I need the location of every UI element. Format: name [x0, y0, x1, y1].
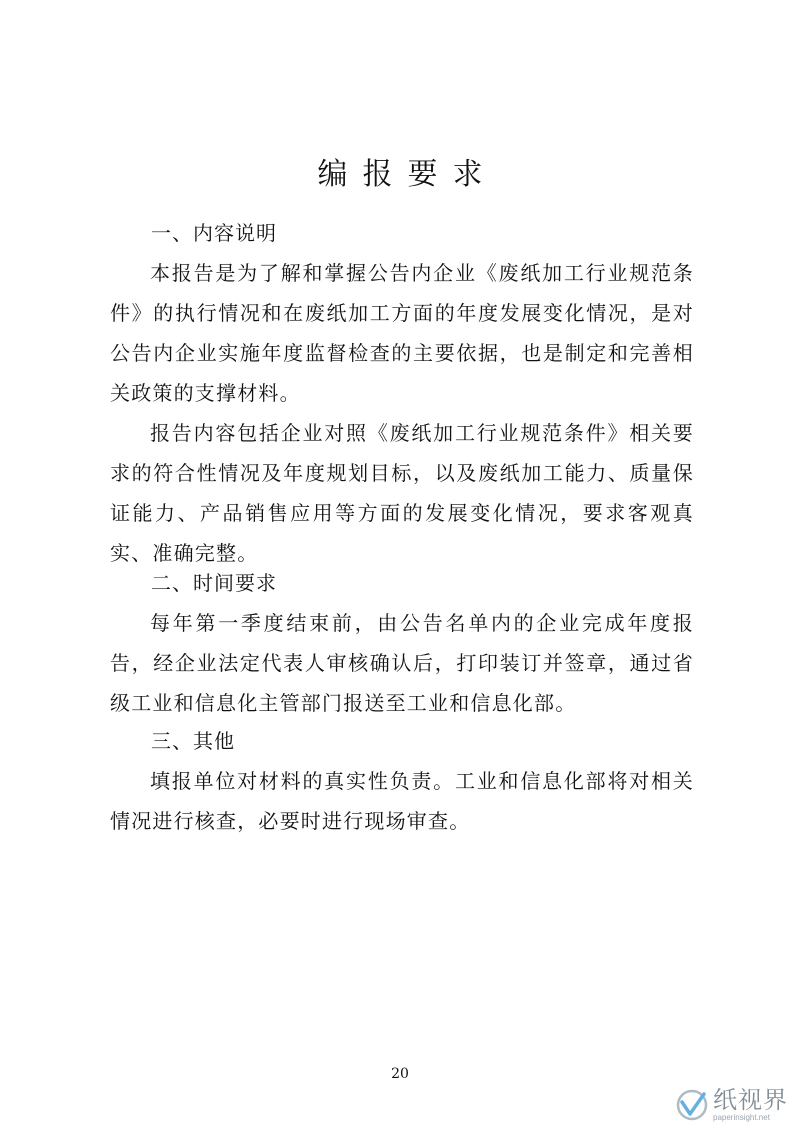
section-heading-other: 三、其他	[151, 729, 235, 753]
watermark-url-text: paperinsight.net	[713, 1113, 770, 1122]
paragraph-time: 每年第一季度结束前，由公告名单内的企业完成年度报告，经企业法定代表人审核确认后，打印装订并签章，通过省级工业和信息化主管部门报送至工业和信息化部。	[110, 611, 694, 715]
watermark	[675, 1087, 788, 1123]
paperinsight-logo-icon	[675, 1088, 709, 1122]
paragraph-other: 填报单位对材料的真实性负责。工业和信息化部将对相关情况进行核查，必要时进行现场审查。	[110, 769, 694, 833]
paragraph-content-2: 报告内容包括企业对照《废纸加工行业规范条件》相关要求的符合性情况及年度规划目标，以及废纸加工能力、质量保证能力、产品销售应用等方面的发展变化情况，要求客观真实、准确完整。	[110, 421, 694, 565]
section-heading-time: 二、时间要求	[151, 571, 277, 595]
paragraph-content-1: 本报告是为了解和掌握公告内企业《废纸加工行业规范条件》的执行情况和在废纸加工方面的年度发展变化情况，是对公告内企业实施年度监督检查的主要依据，也是制定和完善相关政策的支撑材料。	[110, 261, 694, 405]
page-number: 20	[391, 1066, 409, 1082]
page-title: 编报要求	[317, 157, 498, 192]
watermark-brand-text: 纸视界	[713, 1086, 788, 1114]
section-heading-content: 一、内容说明	[151, 221, 277, 245]
